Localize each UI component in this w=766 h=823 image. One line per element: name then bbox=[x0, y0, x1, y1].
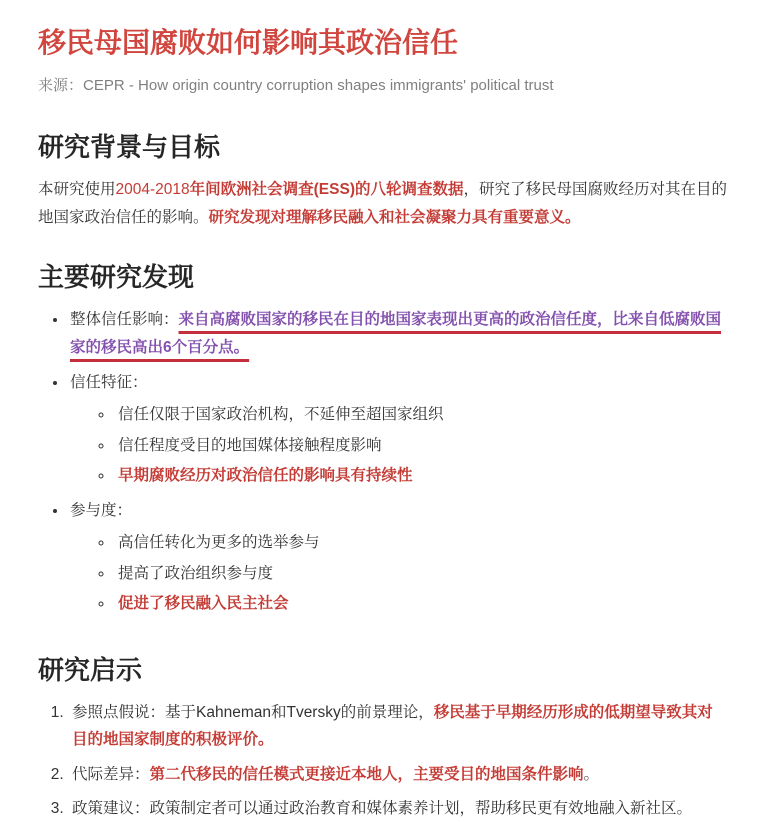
findings-list bbox=[38, 306, 728, 619]
sub-item-text: 信任仅限于国家政治机构，不延伸至超国家组织 bbox=[118, 406, 444, 424]
page-title: 移民母国腐败如何影响其政治信任 bbox=[38, 27, 459, 58]
sub-item-text-emphasis: 促进了移民融入民主社会 bbox=[118, 595, 289, 613]
finding-label-traits: 信任特征： bbox=[70, 373, 148, 391]
sub-item-text: 提高了政治组织参与度 bbox=[118, 564, 274, 582]
sub-item-text: 信任程度受目的地国媒体接触程度影响 bbox=[118, 436, 382, 454]
implications-list bbox=[38, 699, 728, 823]
implication-text-tail: 。 bbox=[583, 765, 600, 783]
finding-highlight-underlined: 来自高腐败国家的移民在目的地国家表现出更高的政治信任度，比来自低腐败国家的移民高出6个百分点。 bbox=[70, 310, 722, 357]
source-text: CEPR - How origin country corruption shapes immigrants' political trust bbox=[83, 76, 554, 94]
background-text-red-bold-significance: 研究发现对理解移民融入和社会凝聚力具有重要意义。 bbox=[208, 209, 581, 227]
list-item-overall-trust bbox=[68, 306, 728, 363]
list-item bbox=[114, 560, 728, 589]
section-heading-findings: 主要研究发现 bbox=[38, 261, 195, 292]
list-item bbox=[114, 462, 728, 491]
background-text-red-dates: 2004-2018 bbox=[115, 180, 190, 198]
implication-text-plain: 参照点假说：基于Kahneman和Tversky的前景理论， bbox=[72, 703, 434, 721]
section-heading-background: 研究背景与目标 bbox=[38, 131, 221, 162]
finding-label-overall: 整体信任影响： bbox=[70, 310, 179, 328]
section-heading-implications: 研究启示 bbox=[38, 654, 143, 685]
list-item bbox=[114, 432, 728, 461]
source-line bbox=[38, 76, 728, 96]
sub-item-text: 高信任转化为更多的选举参与 bbox=[118, 534, 320, 552]
implication-text-emphasis: 第二代移民的信任模式更接近本地人，主要受目的地国条件影响 bbox=[149, 765, 584, 783]
list-item bbox=[114, 590, 728, 619]
list-item-participation bbox=[68, 497, 728, 619]
finding-label-participation: 参与度： bbox=[70, 501, 133, 519]
participation-sublist bbox=[70, 529, 728, 619]
list-item-generational bbox=[68, 761, 728, 789]
list-item-trust-traits bbox=[68, 369, 728, 491]
list-item-reference-point bbox=[68, 699, 728, 754]
sub-item-text-emphasis: 早期腐败经历对政治信任的影响具有持续性 bbox=[118, 467, 413, 485]
trust-traits-sublist bbox=[70, 401, 728, 491]
background-paragraph bbox=[38, 176, 728, 233]
background-text-red-bold-data: 年间欧洲社会调查(ESS)的八轮调查数据 bbox=[189, 180, 464, 198]
implication-text-plain: 代际差异： bbox=[72, 765, 150, 783]
background-text-plain: 本研究使用 bbox=[38, 180, 116, 198]
source-label: 来源： bbox=[38, 76, 84, 94]
implication-text-plain: 政策建议：政策制定者可以通过政治教育和媒体素养计划，帮助移民更有效地融入新社区。 bbox=[72, 800, 693, 818]
background-text-plain-2: ，研究了移民母国腐败经历对其在目的地国家政治信任的影响。 bbox=[38, 180, 727, 227]
list-item bbox=[114, 529, 728, 558]
list-item bbox=[114, 401, 728, 430]
implication-text-emphasis: 移民基于早期经历形成的低期望导致其对目的地国家制度的积极评价。 bbox=[72, 703, 713, 749]
list-item-policy bbox=[68, 795, 728, 823]
